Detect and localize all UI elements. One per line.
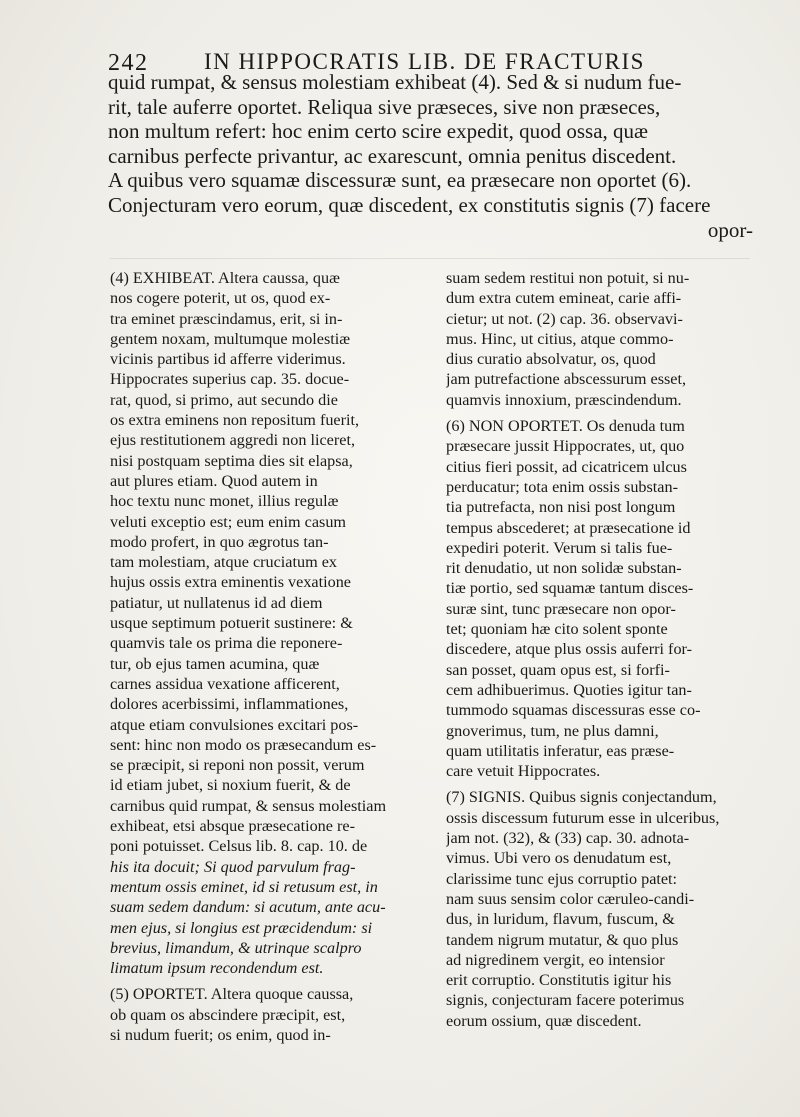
commentary-line: quamvis innoxium, præscindendum. (446, 390, 682, 409)
commentary-line: id etiam jubet, si noxium fuerit, & de (110, 776, 351, 795)
commentary-line: citius fieri possit, ad cicatricem ulcus (446, 457, 687, 476)
commentary-line: ejus restitutionem aggredi non liceret, (110, 431, 355, 450)
commentary-left-column (110, 268, 428, 1045)
commentary-line: tandem nigrum mutatur, & quo plus (446, 930, 679, 949)
commentary-line: patiatur, ut nullatenus id ad diem (110, 593, 323, 612)
hippocrates-text-block (108, 70, 753, 242)
commentary-line: exhibeat, etsi absque præsecatione re- (110, 817, 355, 836)
commentary-line: suræ sint, tunc præsecare non opor- (446, 599, 676, 618)
commentary-line: gentem noxam, multumque molestiæ (110, 329, 351, 348)
commentary-line: si nudum fuerit; os enim, quod in- (110, 1025, 331, 1044)
section-divider (110, 258, 750, 259)
commentary-line: tur, ob ejus tamen acumina, quæ (110, 654, 320, 673)
commentary-line: nos cogere poterit, ut os, quod ex- (110, 289, 331, 308)
commentary-line: cem adhibuerimus. Quoties igitur tan- (446, 680, 692, 699)
commentary-line: cietur; ut not. (2) cap. 36. observavi- (446, 309, 683, 328)
commentary-line: suam sedem dandum: si acutum, ante acu- (110, 898, 386, 917)
commentary-line: modo profert, in quo ægrotus tan- (110, 532, 329, 551)
text-line: rit, tale auferre oportet. Reliqua sive præseces, sive non præseces, (108, 94, 661, 119)
commentary-line: rit denudatio, ut non solidæ substan- (446, 559, 682, 578)
text-line: Conjecturam vero eorum, quæ discedent, ex constitutis signis (7) facere (108, 192, 711, 217)
commentary-line: nam suus sensim color cæruleo-candi- (446, 889, 695, 908)
commentary-line: his ita docuit; Si quod parvulum frag- (110, 857, 356, 876)
commentary-right-column (446, 268, 762, 1031)
commentary-line: tempus abscederet; at præsecatione id (446, 518, 691, 537)
text-line: carnibus perfecte privantur, ac exarescunt, omnia penitus discedent. (108, 143, 677, 168)
commentary-line: eorum ossium, quæ discedent. (446, 1011, 642, 1030)
commentary-line: clarissime tunc ejus corruptio patet: (446, 869, 678, 888)
commentary-line: discedere, atque plus ossis auferri for- (446, 640, 692, 659)
commentary-line: expediri poterit. Verum si talis fue- (446, 538, 673, 557)
commentary-line: carnibus quid rumpat, & sensus molestiam (110, 796, 387, 815)
commentary-line: usque septimum potuerit sustinere: & (110, 614, 353, 633)
commentary-line: vimus. Ubi vero os denudatum est, (446, 849, 672, 868)
text-line: quid rumpat, & sensus molestiam exhibeat (4). Sed & si nudum fue- (108, 70, 682, 94)
text-line: non multum refert: hoc enim certo scire expedit, quod ossa, quæ (108, 119, 649, 144)
commentary-line: (4) EXHIBEAT. Altera caussa, quæ (110, 269, 340, 287)
commentary-line: jam not. (32), & (33) cap. 30. adnota- (446, 829, 690, 848)
commentary-line: præsecare jussit Hippocrates, ut, quo (446, 437, 685, 456)
commentary-line: nisi postquam septima dies sit elapsa, (110, 451, 353, 470)
commentary-line: mentum ossis eminet, id si retusum est, in (110, 877, 378, 896)
commentary-line: men ejus, si longius est præcidendum: si (110, 918, 373, 937)
commentary-line: dum extra cutem emineat, carie affi- (446, 289, 682, 308)
commentary-line: os extra eminens non repositum fuerit, (110, 411, 360, 430)
commentary-line: tummodo squamas discessuras esse co- (446, 701, 701, 720)
commentary-line: tiæ portio, sed squamæ tantum disces- (446, 579, 694, 598)
commentary-line: Hippocrates superius cap. 35. docue- (110, 370, 350, 389)
commentary-line: ob quam os abscindere præcipit, est, (110, 1005, 346, 1024)
commentary-line: aut plures etiam. Quod autem in (110, 471, 318, 490)
commentary-line: carnes assidua vexatione afficerent, (110, 674, 340, 693)
commentary-line: se præcipit, si reponi non possit, verum (110, 756, 365, 775)
commentary-line: ossis discessum futurum esse in ulceribus, (446, 808, 720, 827)
text-line: A quibus vero squamæ discessuræ sunt, ea præsecare non oportet (6). (108, 168, 692, 193)
commentary-line: hujus ossis extra eminentis vexatione (110, 573, 351, 592)
commentary-line: sent: hinc non modo os præsecandum es- (110, 735, 377, 754)
commentary-line: mus. Hinc, ut citius, atque commo- (446, 329, 674, 348)
commentary-line: dolores acerbissimi, inflammationes, (110, 695, 349, 714)
commentary-line: care vetuit Hippocrates. (446, 762, 601, 781)
commentary-line: erit corruptio. Constitutis igitur his (446, 971, 672, 990)
commentary-line: perducatur; tota enim ossis substan- (446, 477, 678, 496)
commentary-line: (7) SIGNIS. Quibus signis conjectandum, (446, 788, 717, 807)
commentary-line: vicinis partibus id afferre viderimus. (110, 350, 346, 369)
show-through-bleed (240, 225, 760, 265)
commentary-line: (5) OPORTET. Altera quoque caussa, (110, 985, 354, 1004)
commentary-line: tra eminet præscindamus, erit, si in- (110, 309, 343, 328)
commentary-line: brevius, limandum, & utrinque scalpro (110, 938, 362, 957)
commentary-line: hoc textu nunc monet, illius regulæ (110, 492, 339, 511)
commentary-line: ad nigredinem vergit, eo intensior (446, 950, 665, 969)
running-title: IN HIPPOCRATIS LIB. DE FRACTURIS (204, 49, 645, 74)
commentary-line: signis, conjecturam facere poterimus (446, 991, 685, 1010)
commentary-line: tam molestiam, atque cruciatum ex (110, 553, 337, 572)
commentary-line: jam putrefactione abscessurum esset, (446, 370, 687, 389)
commentary-line: suam sedem restitui non potuit, si nu- (446, 269, 690, 287)
commentary-line: tet; quoniam hæ cito solent sponte (446, 620, 668, 639)
commentary-line: (6) NON OPORTET. Os denuda tum (446, 417, 685, 436)
commentary-line: tia putrefacta, non nisi post longum (446, 498, 676, 517)
page-number: 242 (108, 50, 149, 76)
commentary-line: rat, quod, si primo, aut secundo die (110, 390, 338, 409)
commentary-line: atque etiam convulsiones excitari pos- (110, 715, 359, 734)
commentary-line: limatum ipsum recondendum est. (110, 959, 324, 978)
commentary-line: dus, in luridum, flavum, fuscum, & (446, 910, 675, 929)
commentary-line: veluti exceptio est; eum enim casum (110, 512, 346, 531)
commentary-line: quamvis tale os prima die reponere- (110, 634, 343, 653)
commentary-line: poni potuisset. Celsus lib. 8. cap. 10. de (110, 837, 368, 856)
commentary-line: dius curatio absolvatur, os, quod (446, 350, 656, 369)
commentary-line: quam utilitatis inferatur, eas præse- (446, 741, 675, 760)
commentary-line: san posset, quam opus est, si forfi- (446, 660, 670, 679)
text-line: opor- (707, 217, 753, 242)
commentary-line: gnoverimus, tum, ne plus damni, (446, 721, 659, 740)
